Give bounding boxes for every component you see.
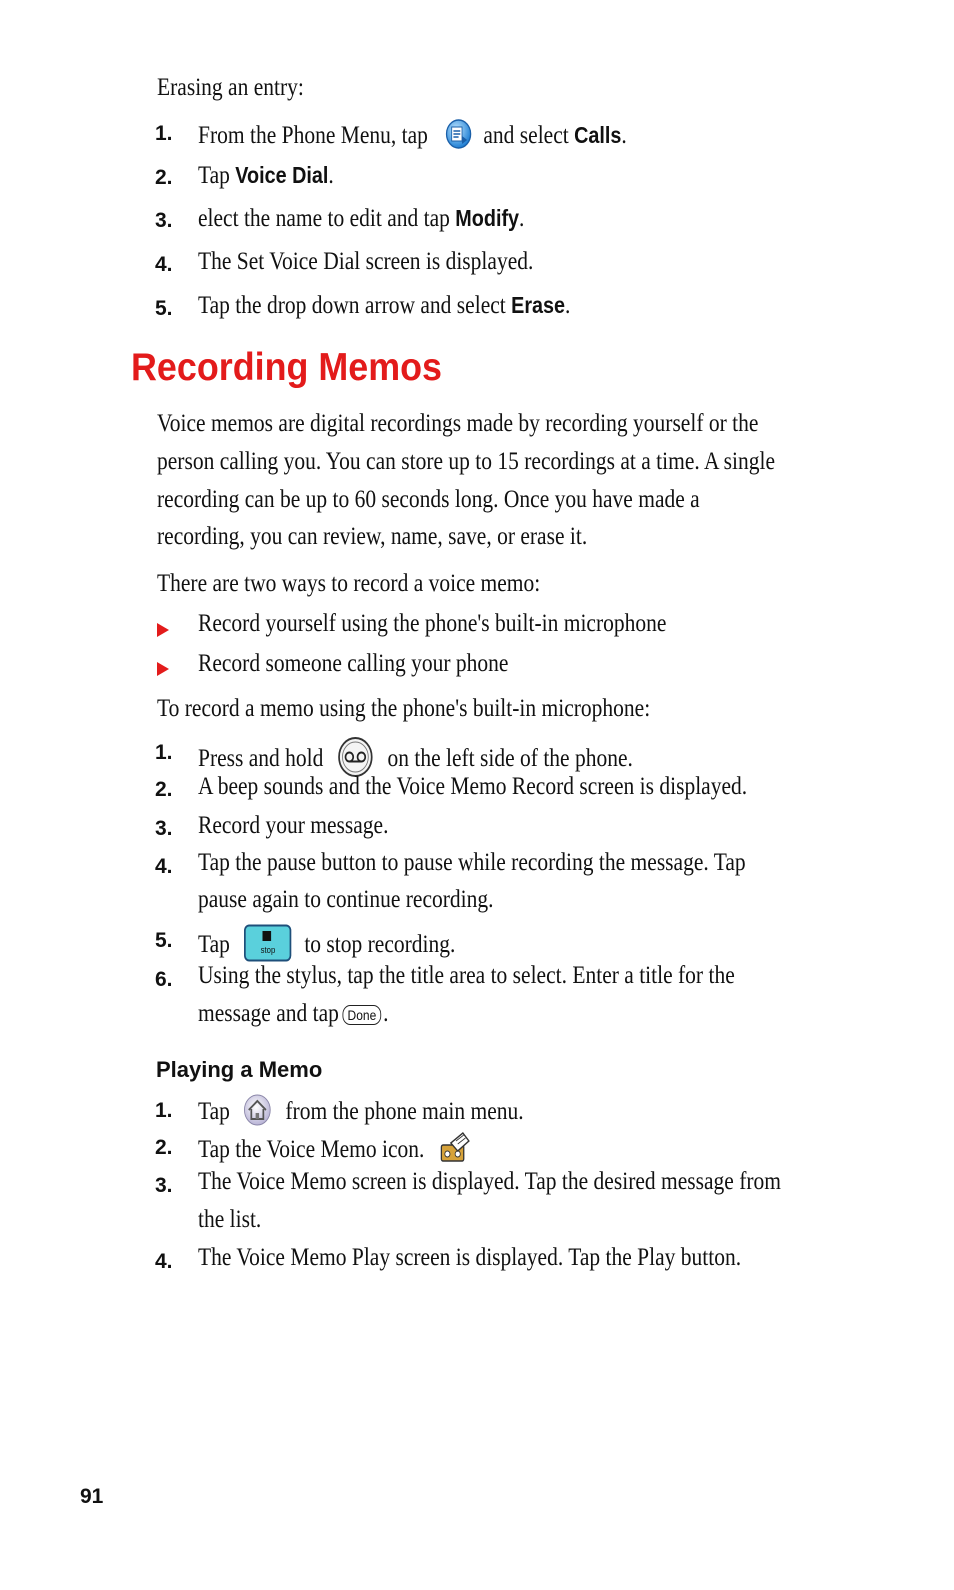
record-step-4-line2: pause again to continue recording. bbox=[198, 886, 494, 913]
step-number: 6. bbox=[155, 968, 173, 991]
bullet-arrow-icon bbox=[157, 662, 169, 676]
step-number: 4. bbox=[155, 1250, 173, 1273]
step-number: 1. bbox=[155, 122, 173, 145]
paragraph-line: person calling you. You can store up to 15 recordings at a time. A single bbox=[157, 448, 776, 475]
erasing-step-3: elect the name to edit and tap Modify. bbox=[198, 205, 525, 232]
paragraph-line: recording can be up to 60 seconds long. Once you have made a bbox=[157, 486, 700, 513]
step-number: 1. bbox=[155, 741, 173, 764]
playing-step-2: Tap the Voice Memo icon. bbox=[198, 1131, 471, 1172]
erasing-intro: Erasing an entry: bbox=[157, 74, 304, 101]
step-number: 2. bbox=[155, 778, 173, 801]
record-intro: To record a memo using the phone's built-in microphone: bbox=[157, 695, 651, 722]
playing-step-3-line1: The Voice Memo screen is displayed. Tap the desired message from bbox=[198, 1168, 782, 1195]
record-step-5: Tap stop to stop recording. bbox=[198, 924, 455, 969]
subsection-title: Playing a Memo bbox=[156, 1057, 323, 1082]
playing-step-4: The Voice Memo Play screen is displayed. Tap the Play button. bbox=[198, 1244, 742, 1271]
step-number: 3. bbox=[155, 1174, 173, 1197]
playing-step-3-line2: the list. bbox=[198, 1206, 262, 1233]
done-label: Done bbox=[347, 1007, 377, 1024]
section-title: Recording Memos bbox=[131, 346, 443, 389]
step-number: 2. bbox=[155, 166, 173, 189]
record-step-4-line1: Tap the pause button to pause while recording the message. Tap bbox=[198, 849, 746, 876]
step-number: 1. bbox=[155, 1099, 173, 1122]
ways-intro: There are two ways to record a voice memo: bbox=[157, 570, 541, 597]
step-number: 2. bbox=[155, 1136, 173, 1159]
paragraph-line: recording, you can review, name, save, or erase it. bbox=[157, 523, 588, 550]
step-number: 4. bbox=[155, 855, 173, 878]
record-step-6-line2: message and tap Done . bbox=[198, 1000, 389, 1027]
step-number: 4. bbox=[155, 253, 173, 276]
record-step-3: Record your message. bbox=[198, 812, 389, 839]
record-step-2: A beep sounds and the Voice Memo Record screen is displayed. bbox=[198, 773, 748, 800]
voice-memo-icon bbox=[438, 1131, 471, 1172]
erasing-step-4: The Set Voice Dial screen is displayed. bbox=[198, 248, 534, 275]
erasing-step-2: Tap Voice Dial. bbox=[198, 162, 334, 189]
record-step-6-line1: Using the stylus, tap the title area to select. Enter a title for the bbox=[198, 962, 735, 989]
phone-menu-icon bbox=[444, 118, 473, 157]
step-number: 5. bbox=[155, 297, 173, 320]
paragraph-line: Voice memos are digital recordings made by recording yourself or the bbox=[157, 410, 759, 437]
step-number: 5. bbox=[155, 929, 173, 952]
playing-step-1: Tap from the phone main menu. bbox=[198, 1093, 524, 1134]
page-number: 91 bbox=[80, 1485, 104, 1508]
bullet-arrow-icon bbox=[157, 623, 169, 637]
step-number: 3. bbox=[155, 209, 173, 232]
erasing-step-1: From the Phone Menu, tap and select Calls. bbox=[198, 118, 627, 157]
stop-label: stop bbox=[260, 945, 276, 955]
record-step-1: Press and hold on the left side of the phone. bbox=[198, 736, 633, 785]
step-number: 3. bbox=[155, 817, 173, 840]
bullet-item: Record yourself using the phone's built-in microphone bbox=[198, 610, 667, 637]
done-button-icon bbox=[342, 1005, 381, 1025]
home-icon bbox=[242, 1093, 273, 1134]
erasing-step-5: Tap the drop down arrow and select Erase. bbox=[198, 292, 571, 319]
bullet-item: Record someone calling your phone bbox=[198, 650, 509, 677]
